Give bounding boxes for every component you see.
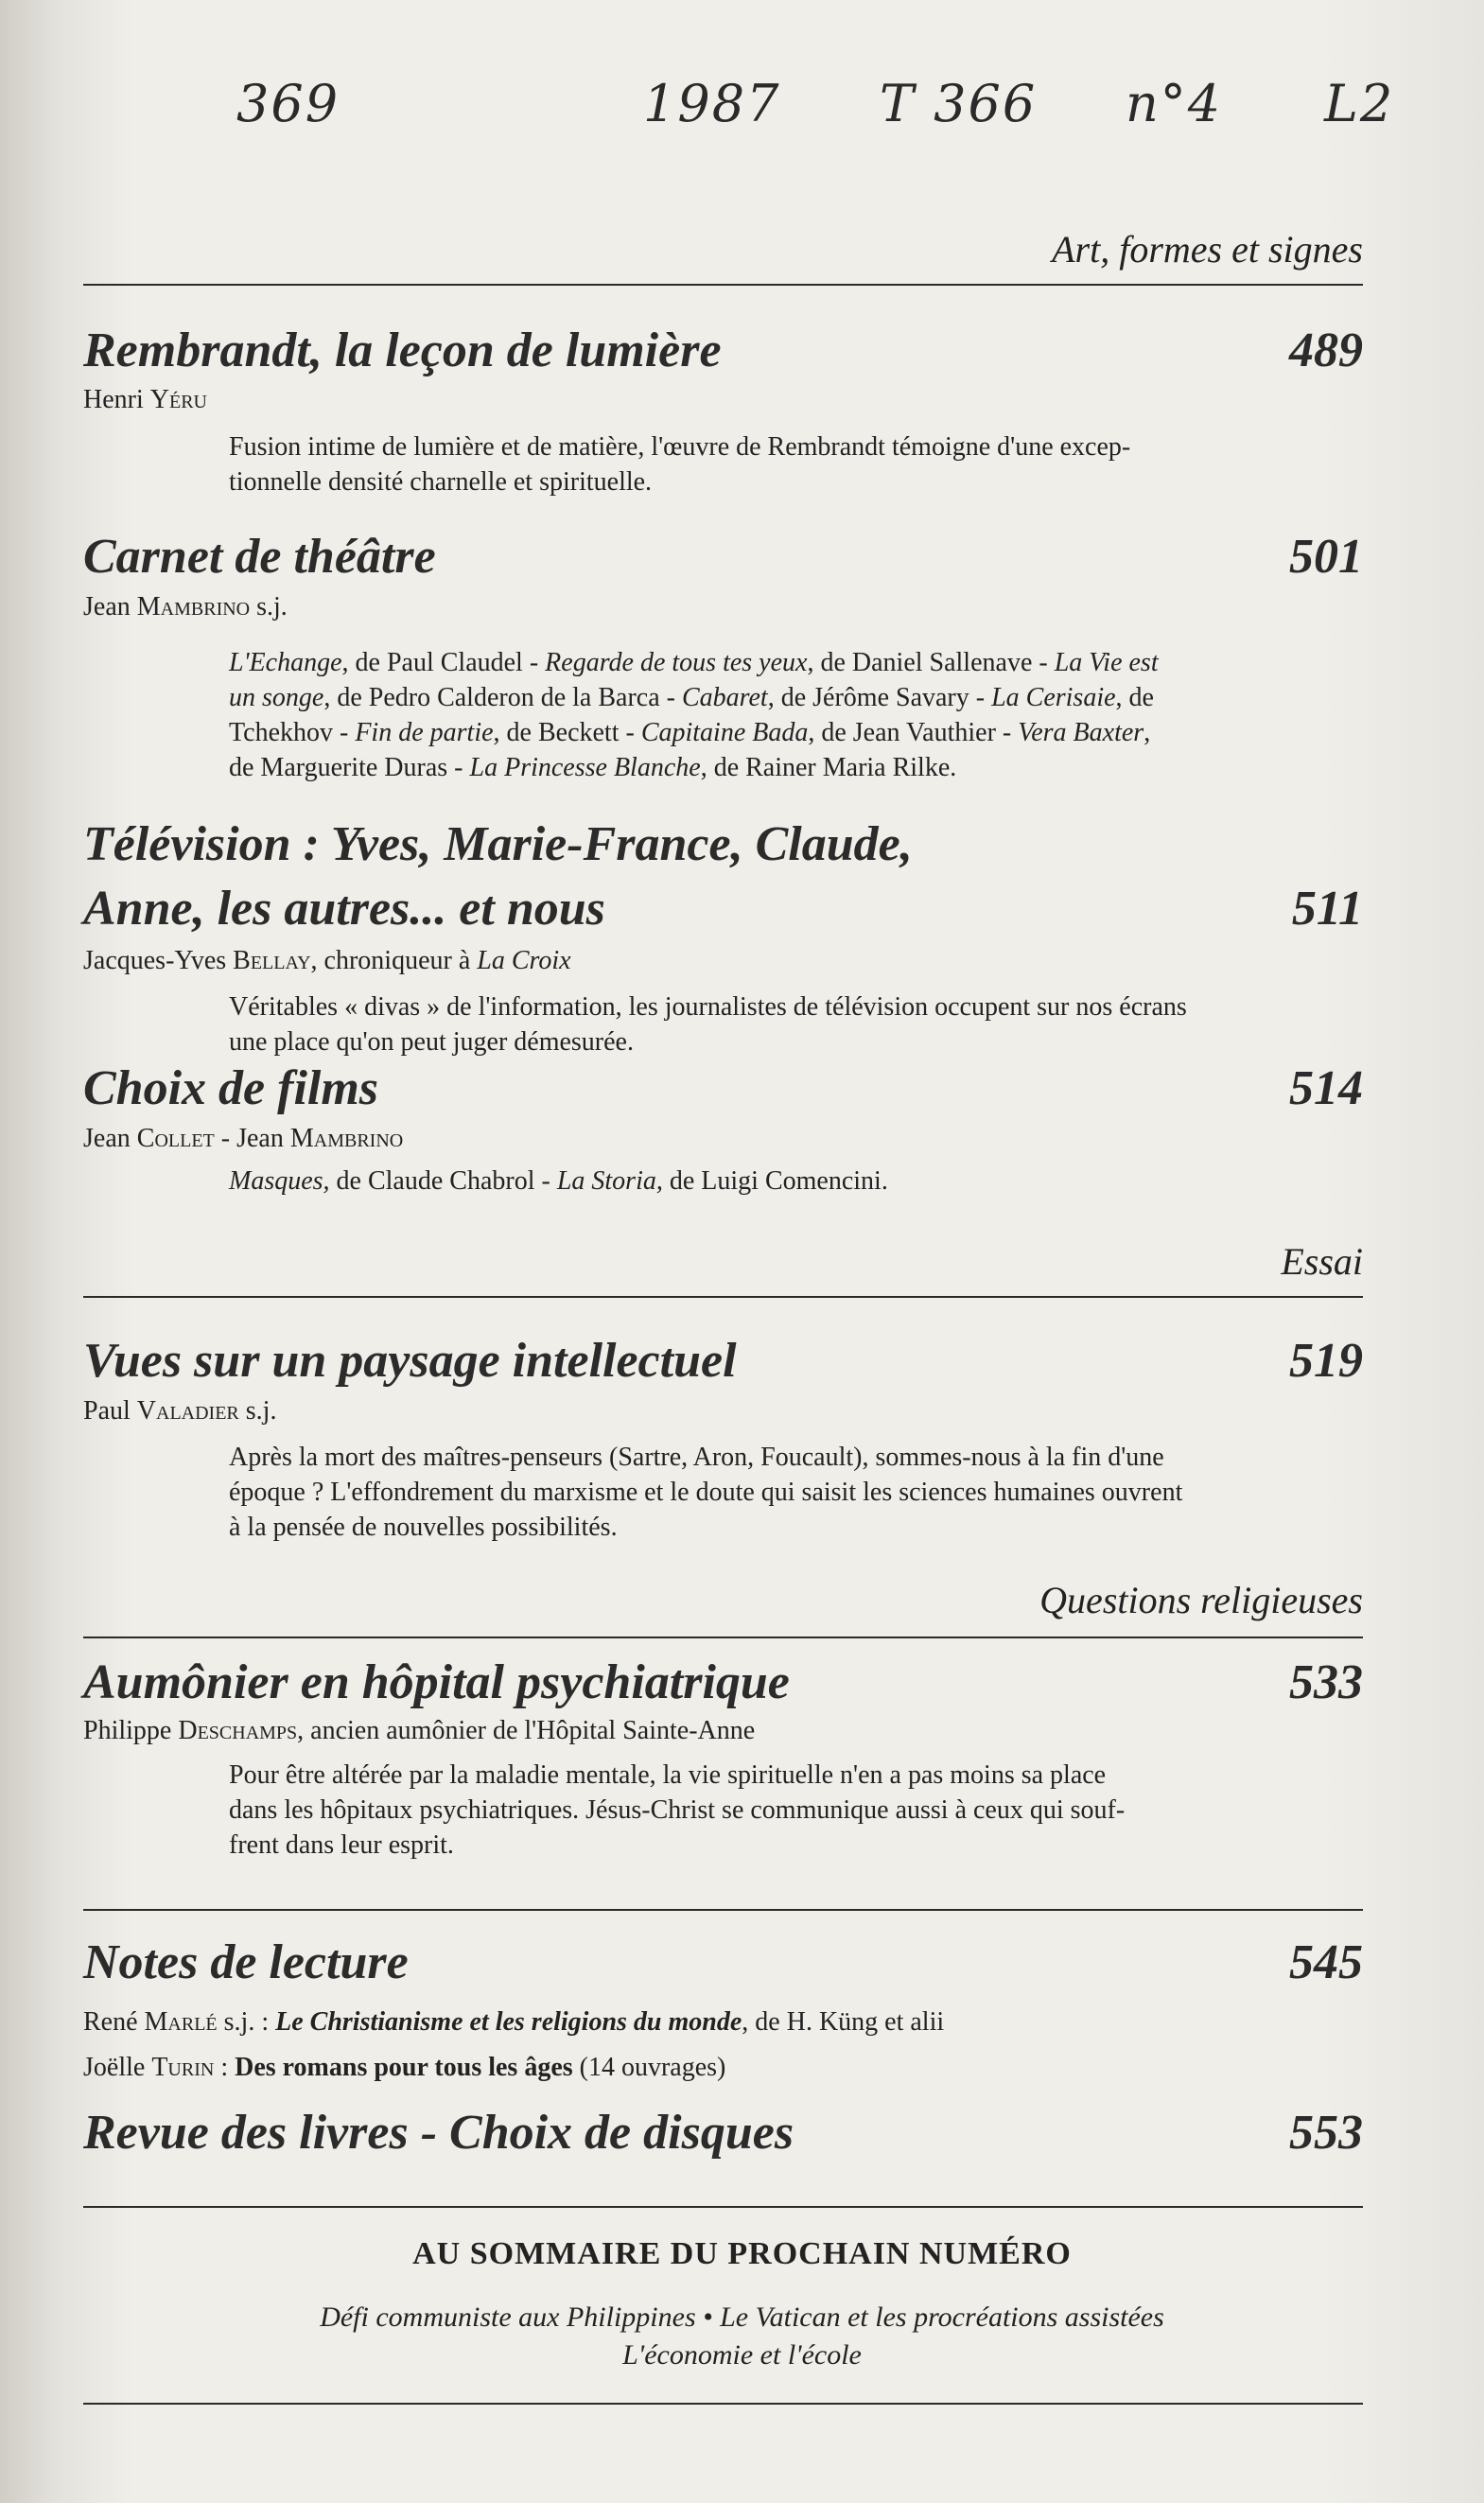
entry-page-rembrandt: 489 [1289, 324, 1363, 377]
author-suffix: s.j. : [217, 2007, 276, 2037]
work-author: de Marguerite Duras - [229, 753, 470, 782]
notes-line-marle [83, 2005, 944, 2039]
work-title: Capitaine Bada [640, 718, 809, 747]
desc-line: dans les hôpitaux psychiatriques. Jésus-Christ se communique aussi à ceux qui souf- [229, 1795, 1126, 1825]
book-title: Le Christianisme et les religions du monde [275, 2007, 742, 2037]
author-suffix: s.j. [256, 592, 288, 621]
work-author: , de Rainer Maria Rilke. [700, 753, 957, 782]
work-author: Tchekhov - [229, 718, 356, 747]
author-suffix: s.j. [245, 1396, 277, 1426]
film-director: de Luigi Comencini. [662, 1166, 888, 1196]
entry-desc-films [229, 1164, 1364, 1199]
author-last: Yéru [149, 385, 207, 414]
section-rule [83, 1296, 1363, 1298]
section-rule [83, 2403, 1363, 2405]
entry-page-aumonier: 533 [1289, 1655, 1363, 1709]
entry-page-notes: 545 [1289, 1935, 1363, 1989]
next-issue-heading: AU SOMMAIRE DU PROCHAIN NUMÉRO [412, 2236, 1072, 2271]
section-rule [83, 1637, 1363, 1638]
entry-desc-rembrandt [229, 429, 1364, 499]
entry-author-aumonier [83, 1714, 755, 1748]
author-last: Mambrino [289, 1124, 404, 1153]
book-title: Des romans pour tous les âges [235, 2053, 573, 2082]
entry-desc-aumonier [229, 1758, 1364, 1863]
handwritten-number: 369 [236, 74, 340, 133]
entry-page-revue: 553 [1289, 2106, 1363, 2160]
work-author: , de Paul Claudel - [341, 648, 546, 677]
next-issue-line: Défi communiste aux Philippines • Le Vatican et les procréations assistées [320, 2302, 1164, 2333]
author-last: Turin [151, 2053, 215, 2082]
author-last: Marlé [144, 2007, 218, 2037]
notes-line-turin [83, 2051, 725, 2085]
section-label-art: Art, formes et signes [1052, 228, 1363, 271]
author-last: Mambrino [136, 592, 251, 621]
next-issue-line: L'économie et l'école [622, 2339, 862, 2371]
work-author: , de Beckett - [493, 718, 641, 747]
work-title: La Cerisaie [991, 683, 1116, 712]
title-line: Télévision : Yves, Marie-France, Claude, [83, 817, 913, 871]
desc-line [229, 645, 1364, 680]
desc-line: Véritables « divas » de l'information, les journalistes de télévision occupent sur nos écrans [229, 992, 1187, 1022]
entry-title-television [83, 815, 913, 938]
entry-author-television [83, 944, 571, 978]
section-rule [83, 284, 1363, 286]
author-first: Jean [83, 592, 131, 621]
author-last: Deschamps [178, 1716, 298, 1745]
entry-author-rembrandt [83, 383, 207, 417]
desc-line: Fusion intime de lumière et de matière, l'œuvre de Rembrandt témoigne d'une excep- [229, 432, 1131, 462]
work-author: , de Jean Vauthier - [808, 718, 1019, 747]
title-line: Anne, les autres... et nous [83, 882, 605, 936]
author-last: Valadier [136, 1396, 239, 1426]
handwritten-issue: n°4 [1126, 74, 1223, 133]
author-first: Joëlle [83, 2053, 146, 2082]
section-rule [83, 2206, 1363, 2208]
work-title: Regarde de tous tes yeux [545, 648, 808, 677]
author-paper: La Croix [477, 946, 571, 975]
desc-line [229, 715, 1364, 750]
work-title: Fin de partie [355, 718, 494, 747]
work-author: , [1144, 718, 1151, 747]
desc-line: Après la mort des maîtres-penseurs (Sartre, Aron, Foucault), sommes-nous à la fin d'une [229, 1443, 1164, 1472]
handwritten-volume: T 366 [880, 74, 1038, 133]
entry-page-vues: 519 [1289, 1334, 1363, 1388]
desc-line [229, 750, 1364, 785]
film-title: Masques, [229, 1166, 330, 1196]
handwritten-year: 1987 [643, 74, 781, 133]
author-role: , ancien aumônier de l'Hôpital Sainte-Anne [297, 1716, 756, 1745]
desc-line: époque ? L'effondrement du marxisme et le doute qui saisit les sciences humaines ouvrent [229, 1478, 1183, 1507]
entry-page-films: 514 [1289, 1061, 1363, 1115]
desc-line [229, 680, 1364, 715]
entry-desc-theatre [229, 645, 1364, 785]
author-first: Henri [83, 385, 144, 414]
entry-title-notes: Notes de lecture [83, 1935, 409, 1989]
author-first: Philippe [83, 1716, 172, 1745]
entry-title-films: Choix de films [83, 1061, 379, 1115]
film-title: La Storia, [556, 1166, 663, 1196]
work-author: , de Jérôme Savary - [767, 683, 992, 712]
entry-title-theatre: Carnet de théâtre [83, 530, 436, 584]
film-director: de Claude Chabrol - [329, 1166, 557, 1196]
entry-author-theatre [83, 590, 288, 624]
desc-line [229, 1164, 1364, 1199]
work-author: , de Pedro Calderon de la Barca - [323, 683, 682, 712]
handwritten-shelf: L2 [1324, 74, 1395, 133]
entry-page-theatre: 501 [1289, 530, 1363, 584]
book-count: (14 ouvrages) [572, 2053, 726, 2082]
section-label-essai: Essai [1281, 1240, 1363, 1283]
author-first: Jean [83, 1124, 131, 1153]
entry-page-television: 511 [1291, 882, 1363, 936]
entry-title-vues: Vues sur un paysage intellectuel [83, 1334, 737, 1388]
author-first: Jean [236, 1124, 284, 1153]
author-first: Paul [83, 1396, 131, 1426]
desc-line: frent dans leur esprit. [229, 1830, 454, 1860]
work-author: , de [1115, 683, 1154, 712]
entry-title-aumonier: Aumônier en hôpital psychiatrique [83, 1655, 790, 1709]
entry-desc-vues [229, 1440, 1364, 1545]
author-role: , chroniqueur à [310, 946, 478, 975]
work-title: La Vie est [1054, 648, 1159, 677]
section-rule [83, 1909, 1363, 1911]
author-sep: : [214, 2053, 236, 2082]
work-title: Cabaret [681, 683, 768, 712]
desc-line: tionnelle densité charnelle et spirituelle. [229, 467, 653, 497]
desc-line: une place qu'on peut juger démesurée. [229, 1027, 634, 1057]
work-title: La Princesse Blanche [469, 753, 701, 782]
entry-author-vues [83, 1394, 276, 1428]
work-author: , de Daniel Sallenave - [807, 648, 1055, 677]
author-sep: - [214, 1124, 237, 1153]
section-label-questions: Questions religieuses [1039, 1579, 1363, 1621]
author-first: René [83, 2007, 138, 2037]
desc-line: à la pensée de nouvelles possibilités. [229, 1513, 618, 1542]
desc-line: Pour être altérée par la maladie mentale, la vie spirituelle n'en a pas moins sa place [229, 1760, 1107, 1790]
author-last: Collet [136, 1124, 215, 1153]
entry-title-rembrandt: Rembrandt, la leçon de lumière [83, 324, 722, 377]
entry-title-revue: Revue des livres - Choix de disques [83, 2106, 794, 2160]
entry-author-films [83, 1122, 403, 1156]
work-title: Vera Baxter [1018, 718, 1144, 747]
next-issue-items [0, 2299, 1484, 2374]
author-first: Jacques-Yves [83, 946, 227, 975]
work-title: L'Echange [229, 648, 342, 677]
author-last: Bellay [233, 946, 311, 975]
entry-desc-television [229, 989, 1364, 1059]
work-title: un songe [229, 683, 324, 712]
book-author: , de H. Küng et alii [742, 2007, 945, 2037]
